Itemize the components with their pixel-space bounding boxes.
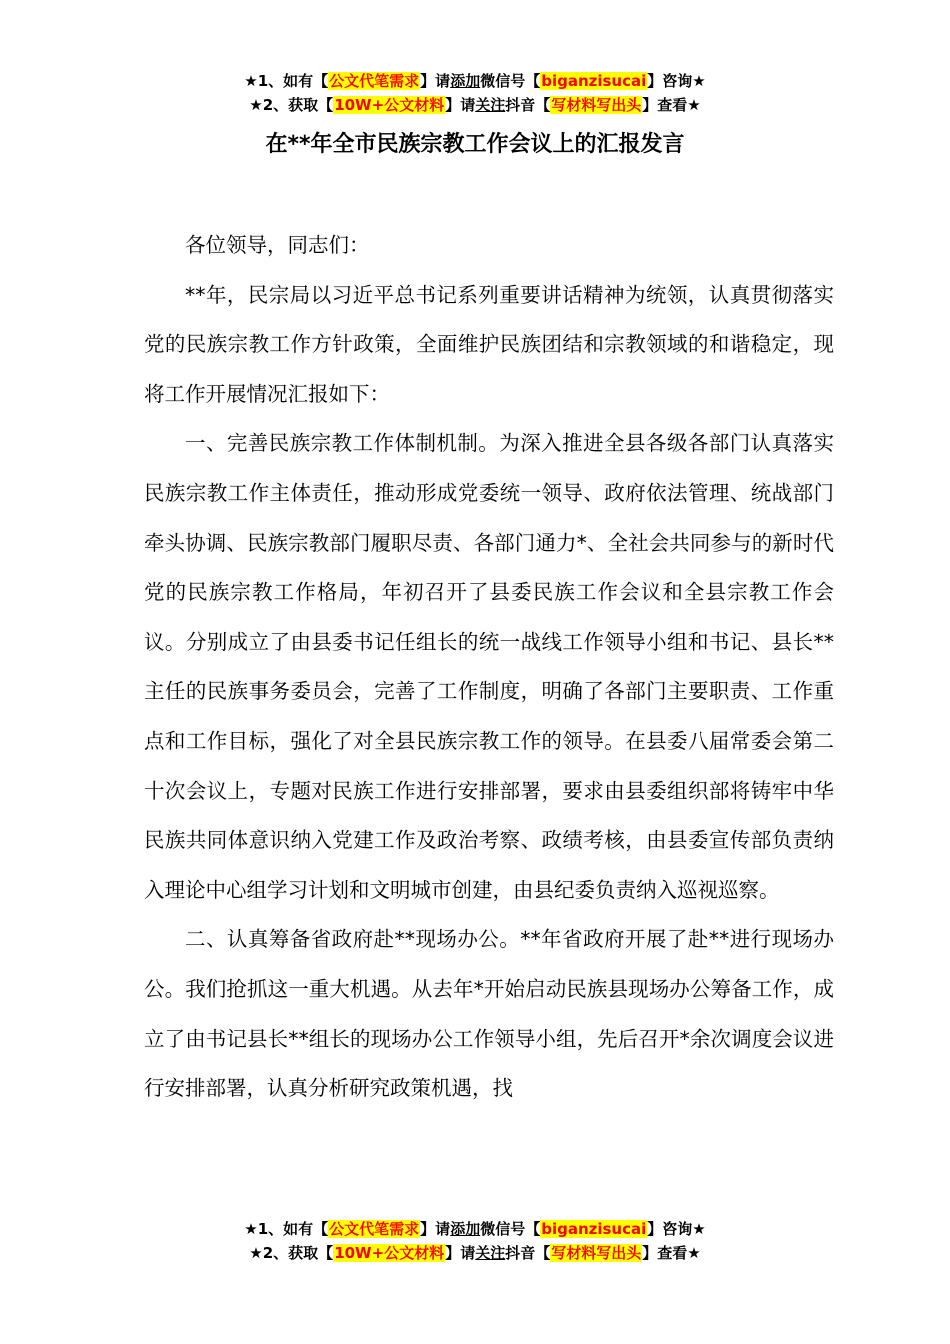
banner-text: 抖音【 xyxy=(505,1244,551,1262)
banner-text: 】咨询★ xyxy=(647,72,706,90)
banner-text: 微信号【 xyxy=(480,72,541,90)
banner-highlight: 公文代笔需求 xyxy=(329,1220,420,1238)
banner-highlight: 10W+公文材料 xyxy=(334,1244,445,1262)
banner-highlight: 10W+公文材料 xyxy=(334,96,445,114)
document-body xyxy=(144,221,834,1114)
banner-text: 抖音【 xyxy=(505,96,551,114)
banner-text: ★2、获取【 xyxy=(249,1244,334,1262)
banner-emphasis: 添加 xyxy=(450,72,481,90)
banner-emphasis: 添加 xyxy=(450,1220,481,1238)
banner-highlight: 写材料写出头 xyxy=(551,96,642,114)
footer-banner xyxy=(0,1217,950,1265)
banner-emphasis: 关注 xyxy=(475,1244,506,1262)
paragraph-intro: **年，民宗局以习近平总书记系列重要讲话精神为统领，认真贯彻落实党的民族宗教工作方针政策，全面维护民族团结和宗教领域的和谐稳定，现将工作开展情况汇报如下： xyxy=(144,282,834,406)
paragraph-section-2: 二、认真筹备省政府赴**现场办公。**年省政府开展了赴**进行现场办公。我们抢抓这一重大机遇。从去年*开始启动民族县现场办公筹备工作，成立了由书记县长**组长的现场办公工作领导小组，先后召开*余次调度会议进行安排部署，认真分析研究政策机遇，找 xyxy=(144,927,834,1101)
banner-text: ★1、如有【 xyxy=(244,72,329,90)
banner-highlight: biganzisucai xyxy=(541,1220,647,1238)
banner-text: 】咨询★ xyxy=(647,1220,706,1238)
banner-highlight: 公文代笔需求 xyxy=(329,72,420,90)
header-banner xyxy=(0,69,950,117)
banner-text: ★2、获取【 xyxy=(249,96,334,114)
banner-text: 】请 xyxy=(420,72,451,90)
banner-text: 微信号【 xyxy=(480,1220,541,1238)
paragraph-salutation: 各位领导，同志们： xyxy=(185,233,370,257)
banner-line-1 xyxy=(0,69,950,93)
banner-text: ★1、如有【 xyxy=(244,1220,329,1238)
banner-text: 】请 xyxy=(420,1220,451,1238)
banner-line-2 xyxy=(0,1241,950,1265)
banner-text: 】请 xyxy=(445,1244,476,1262)
banner-line-1 xyxy=(0,1217,950,1241)
banner-text: 】查看★ xyxy=(642,96,701,114)
banner-emphasis: 关注 xyxy=(475,96,506,114)
banner-line-2 xyxy=(0,93,950,117)
banner-text: 】请 xyxy=(445,96,476,114)
paragraph-section-1: 一、完善民族宗教工作体制机制。为深入推进全县各级各部门认真落实民族宗教工作主体责任，推动形成党委统一领导、政府依法管理、统战部门牵头协调、民族宗教部门履职尽责、各部门通力*、全社会共同参与的新时代党的民族宗教工作格局，年初召开了县委民族工作会议和全县宗教工作会议。分别成立了由县委书记任组长的统一战线工作领导小组和书记、县长**主任的民族事务委员会，完善了工作制度，明确了各部门主要职责、工作重点和工作目标，强化了对全县民族宗教工作的领导。在县委八届常委会第二十次会议上，专题对民族工作进行安排部署，要求由县委组织部将铸牢中华民族共同体意识纳入党建工作及政治考察、政绩考核，由县委宣传部负责纳入理论中心组学习计划和文明城市创建，由县纪委负责纳入巡视巡察。 xyxy=(144,431,834,902)
banner-highlight: 写材料写出头 xyxy=(551,1244,642,1262)
banner-text: 】查看★ xyxy=(642,1244,701,1262)
banner-highlight: biganzisucai xyxy=(541,72,647,90)
document-title: 在**年全市民族宗教工作会议上的汇报发言 xyxy=(265,132,685,157)
